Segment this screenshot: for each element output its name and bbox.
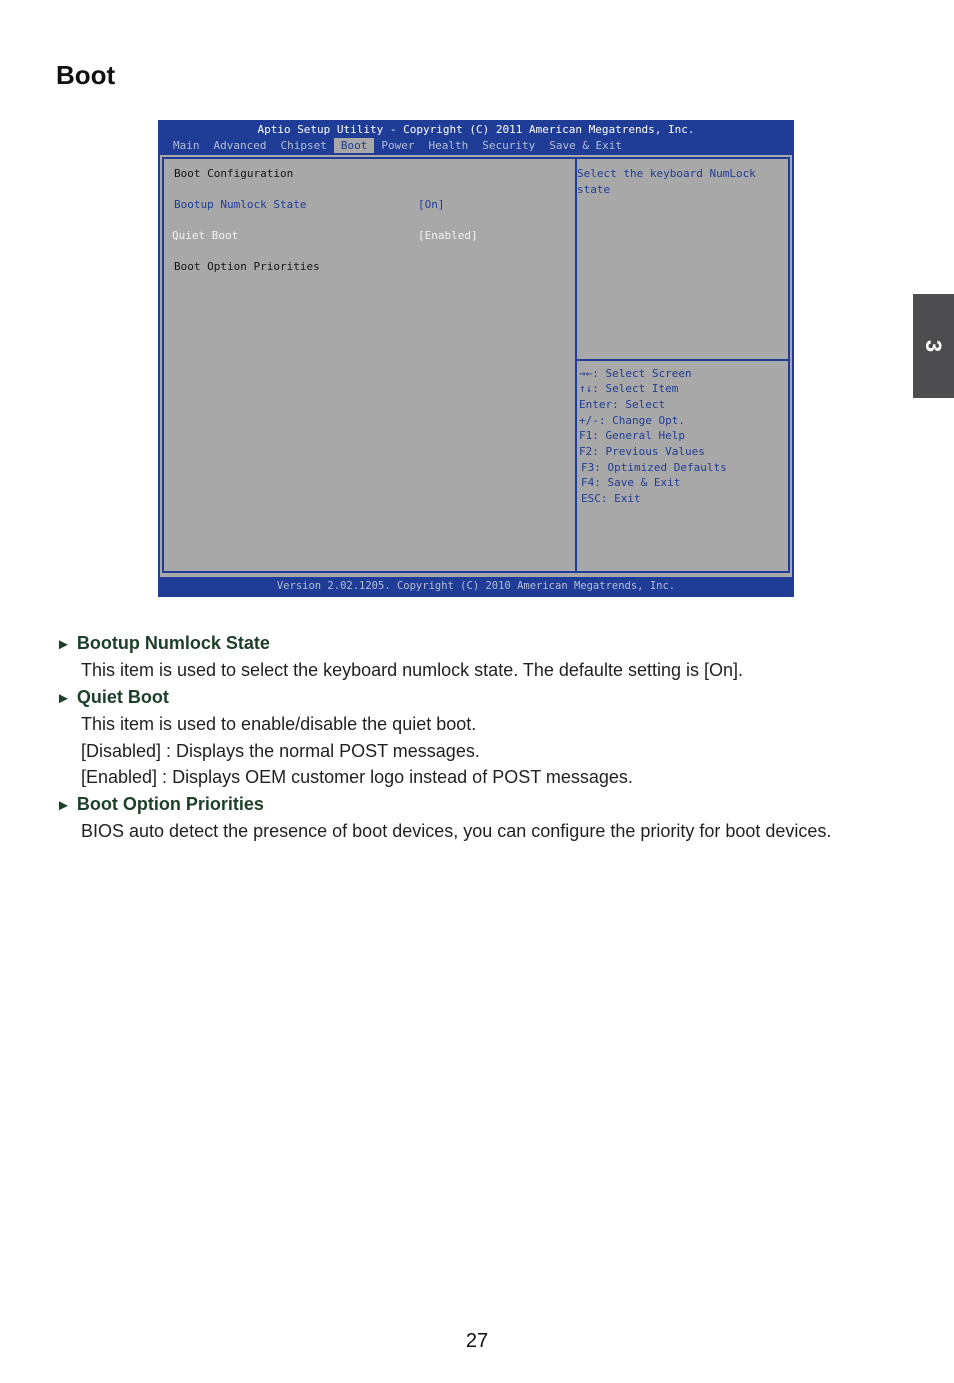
key-hint: F4: Save & Exit bbox=[581, 476, 681, 489]
chapter-number: 3 bbox=[921, 339, 947, 353]
boot-priorities-description: BIOS auto detect the presence of boot devices, you can configure the priority for boot devices. bbox=[81, 821, 832, 841]
bios-tab-health[interactable]: Health bbox=[428, 139, 469, 152]
key-hint: ↑↓: Select Item bbox=[579, 382, 679, 395]
numlock-description: This item is used to select the keyboard numlock state. The defaulte setting is [On]. bbox=[81, 660, 744, 680]
quiet-boot-heading: ► Quiet Boot bbox=[56, 687, 169, 707]
bios-tab-boot[interactable]: Boot bbox=[334, 138, 375, 153]
bios-tab-main[interactable]: Main bbox=[173, 139, 200, 152]
bios-body bbox=[160, 155, 792, 577]
numlock-value[interactable]: [On] bbox=[418, 198, 445, 211]
quiet-boot-description: This item is used to enable/disable the quiet boot. bbox=[81, 714, 477, 734]
bios-tab-save-exit[interactable]: Save & Exit bbox=[549, 139, 623, 152]
boot-option-priorities-label[interactable]: Boot Option Priorities bbox=[174, 260, 320, 273]
key-hint: F2: Previous Values bbox=[579, 445, 705, 458]
boot-priorities-heading: ► Boot Option Priorities bbox=[56, 794, 264, 814]
bios-settings-panel bbox=[162, 157, 577, 573]
quiet-boot-description: [Enabled] : Displays OEM customer logo instead of POST messages. bbox=[81, 767, 633, 787]
bios-title: Aptio Setup Utility - Copyright (C) 2011 American Megatrends, Inc. bbox=[257, 123, 695, 136]
key-hint: F3: Optimized Defaults bbox=[581, 461, 727, 474]
bios-tab-advanced[interactable]: Advanced bbox=[213, 139, 267, 152]
key-hint: F1: General Help bbox=[579, 429, 685, 442]
bios-tab-chipset[interactable]: Chipset bbox=[280, 139, 327, 152]
bios-tab-power[interactable]: Power bbox=[381, 139, 415, 152]
triangle-right-icon: ► bbox=[56, 690, 71, 707]
page-title: Boot bbox=[56, 60, 116, 90]
triangle-right-icon: ► bbox=[56, 636, 71, 653]
help-text-line: Select the keyboard NumLock bbox=[577, 167, 756, 180]
bios-help-panel bbox=[575, 157, 790, 573]
key-hint: Enter: Select bbox=[579, 398, 666, 411]
numlock-label[interactable]: Bootup Numlock State bbox=[174, 198, 307, 211]
bios-menu-bar bbox=[166, 138, 629, 153]
bios-screenshot bbox=[158, 120, 794, 597]
bios-tab-security[interactable]: Security bbox=[482, 139, 536, 152]
key-hint: →←: Select Screen bbox=[579, 367, 692, 380]
key-hint: ESC: Exit bbox=[581, 492, 641, 505]
chapter-tab bbox=[913, 294, 954, 398]
quiet-boot-value[interactable]: [Enabled] bbox=[418, 229, 478, 242]
quiet-boot-description: [Disabled] : Displays the normal POST messages. bbox=[81, 741, 480, 761]
key-hint: +/-: Change Opt. bbox=[579, 414, 685, 427]
triangle-right-icon: ► bbox=[56, 797, 71, 814]
section-header: Boot Configuration bbox=[174, 167, 294, 180]
help-text-line: state bbox=[577, 183, 611, 196]
page-number: 27 bbox=[465, 1330, 489, 1352]
help-divider bbox=[575, 359, 788, 361]
quiet-boot-label[interactable]: Quiet Boot bbox=[172, 229, 239, 242]
bios-footer: Version 2.02.1205. Copyright (C) 2010 American Megatrends, Inc. bbox=[276, 580, 676, 592]
numlock-heading: ► Bootup Numlock State bbox=[56, 633, 270, 653]
